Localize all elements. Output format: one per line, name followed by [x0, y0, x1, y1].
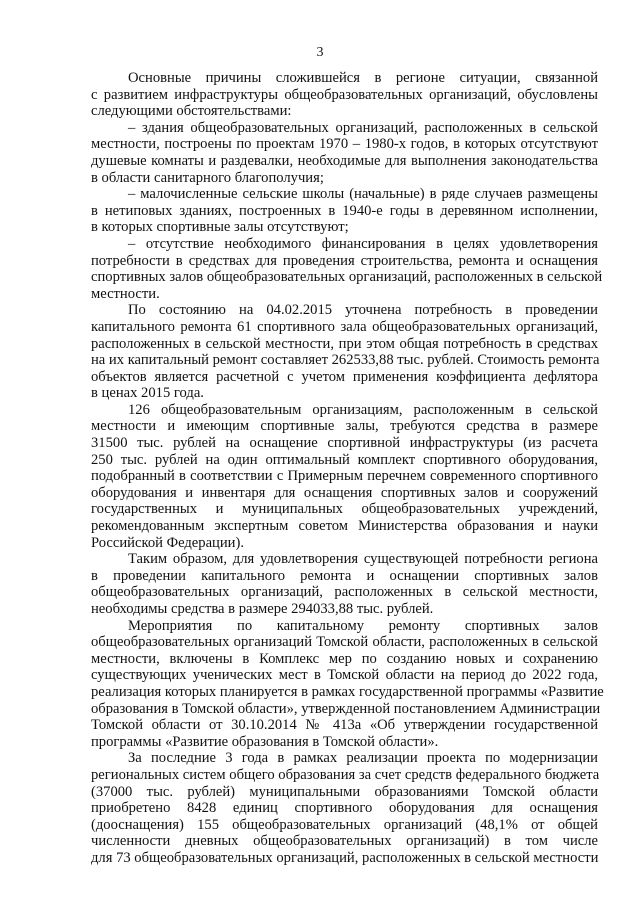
- text-line: численности дневных общеобразовательных организаций) в том числе: [91, 833, 598, 850]
- text-line: государственных и муниципальных общеобразовательных учреждений,: [91, 501, 598, 518]
- paragraph: [91, 302, 598, 402]
- text-line: (дооснащения) 155 общеобразовательных организаций (48,1% от общей: [91, 816, 598, 833]
- text-line: в области санитарного благополучия;: [91, 169, 324, 186]
- text-line: местности, включены в Комплекс мер по созданию новых и сохранению: [91, 650, 598, 667]
- text-line: в нетиповых зданиях, построенных в 1940-е годы в деревянном исполнении,: [91, 202, 598, 219]
- text-line: 250 тыс. рублей на один оптимальный комплект спортивного оборудования,: [91, 451, 598, 468]
- text-line: По состоянию на 04.02.2015 уточнена потребность в проведении: [128, 302, 598, 319]
- text-line: в ценах 2015 года.: [91, 385, 204, 402]
- text-line: Таким образом, для удовлетворения существующей потребности региона: [128, 551, 598, 568]
- text-line: расположенных в сельской местности, при этом общая потребность в средствах: [91, 335, 598, 352]
- paragraph: [91, 186, 598, 236]
- text-line: объектов является расчетной с учетом применения коэффициента дефлятора: [91, 368, 598, 385]
- text-line: (37000 тыс. рублей) муниципальными образованиями Томской области: [91, 783, 598, 800]
- text-line: общеобразовательных организаций, расположенных в сельской местности,: [91, 584, 598, 601]
- text-line: общеобразовательных организаций Томской области, расположенных в сельской: [91, 634, 598, 651]
- text-line: – малочисленные сельские школы (начальные) в ряде случаев размещены: [128, 186, 598, 203]
- paragraph: [91, 617, 604, 751]
- text-line: душевые комнаты и раздевалки, необходимые для выполнения законодательства: [91, 152, 598, 169]
- paragraph: [91, 551, 598, 617]
- text-line: спортивных залов общеобразовательных организаций, расположенных в сельской: [91, 269, 603, 286]
- text-line: рекомендованным экспертным советом Министерства образования и науки: [91, 518, 598, 535]
- text-line: в которых спортивные залы отсутствуют;: [91, 219, 349, 236]
- text-line: – отсутствие необходимого финансирования в целях удовлетворения: [128, 235, 598, 252]
- text-line: местности.: [91, 285, 160, 302]
- text-line: Мероприятия по капитальному ремонту спортивных залов: [128, 617, 598, 634]
- text-line: реализация которых планируется в рамках государственной программы «Развитие: [91, 683, 604, 700]
- text-line: 126 общеобразовательным организациям, расположенным в сельской: [128, 401, 598, 418]
- text-line: оборудования и инвентаря для оснащения спортивных залов и сооружений: [91, 484, 598, 501]
- text-line: образования в Томской области», утвержденной постановлением Администрации: [91, 700, 601, 717]
- text-line: для 73 общеобразовательных организаций, расположенных в сельской местности: [91, 849, 599, 866]
- paragraph: [91, 750, 598, 866]
- document-body: [91, 70, 604, 867]
- text-line: следующими обстоятельствами:: [91, 103, 292, 120]
- paragraph: [91, 70, 598, 120]
- text-line: на их капитальный ремонт составляет 262533,88 тыс. рублей. Стоимость ремонта: [91, 352, 600, 369]
- text-line: Основные причины сложившейся в регионе ситуации, связанной: [128, 70, 598, 86]
- text-line: – здания общеобразовательных организаций, расположенных в сельской: [128, 119, 598, 136]
- text-line: За последние 3 года в рамках реализации проекта по модернизации: [128, 750, 598, 767]
- paragraph: [91, 235, 603, 302]
- text-line: 31500 тыс. рублей на оснащение спортивной инфраструктуры (из расчета: [91, 435, 598, 452]
- text-line: программы «Развитие образования в Томской области».: [91, 733, 439, 750]
- text-line: местности, построены по проектам 1970 – 1980-х годов, в которых отсутствуют: [91, 136, 598, 153]
- text-line: в проведении капитального ремонта и оснащении спортивных залов: [91, 567, 598, 584]
- paragraph: [91, 402, 598, 551]
- text-line: приобретено 8428 единиц спортивного оборудования для оснащения: [91, 800, 598, 817]
- text-line: потребности в средствах для проведения строительства, ремонта и оснащения: [91, 252, 598, 269]
- paragraph: [91, 120, 598, 186]
- text-line: региональных систем общего образования за счет средств федерального бюджета: [91, 766, 600, 783]
- text-line: с развитием инфраструктуры общеобразовательных организаций, обусловлены: [91, 86, 598, 103]
- text-line: местности и имеющим спортивные залы, требуются средства в размере: [91, 418, 598, 435]
- text-line: подобранный в соответствии с Примерным перечнем современного спортивного: [91, 468, 598, 485]
- text-line: существующих ученических мест в Томской области на период до 2022 года,: [91, 667, 598, 684]
- text-line: необходимы средства в размере 294033,88 тыс. рублей.: [91, 601, 434, 617]
- page-number: 3: [316, 45, 324, 60]
- text-line: Томской области от 30.10.2014 № 413а «Об утверждении государственной: [91, 717, 598, 734]
- text-line: капитального ремонта 61 спортивного зала общеобразовательных организаций,: [91, 318, 598, 335]
- text-line: Российской Федерации).: [91, 534, 244, 551]
